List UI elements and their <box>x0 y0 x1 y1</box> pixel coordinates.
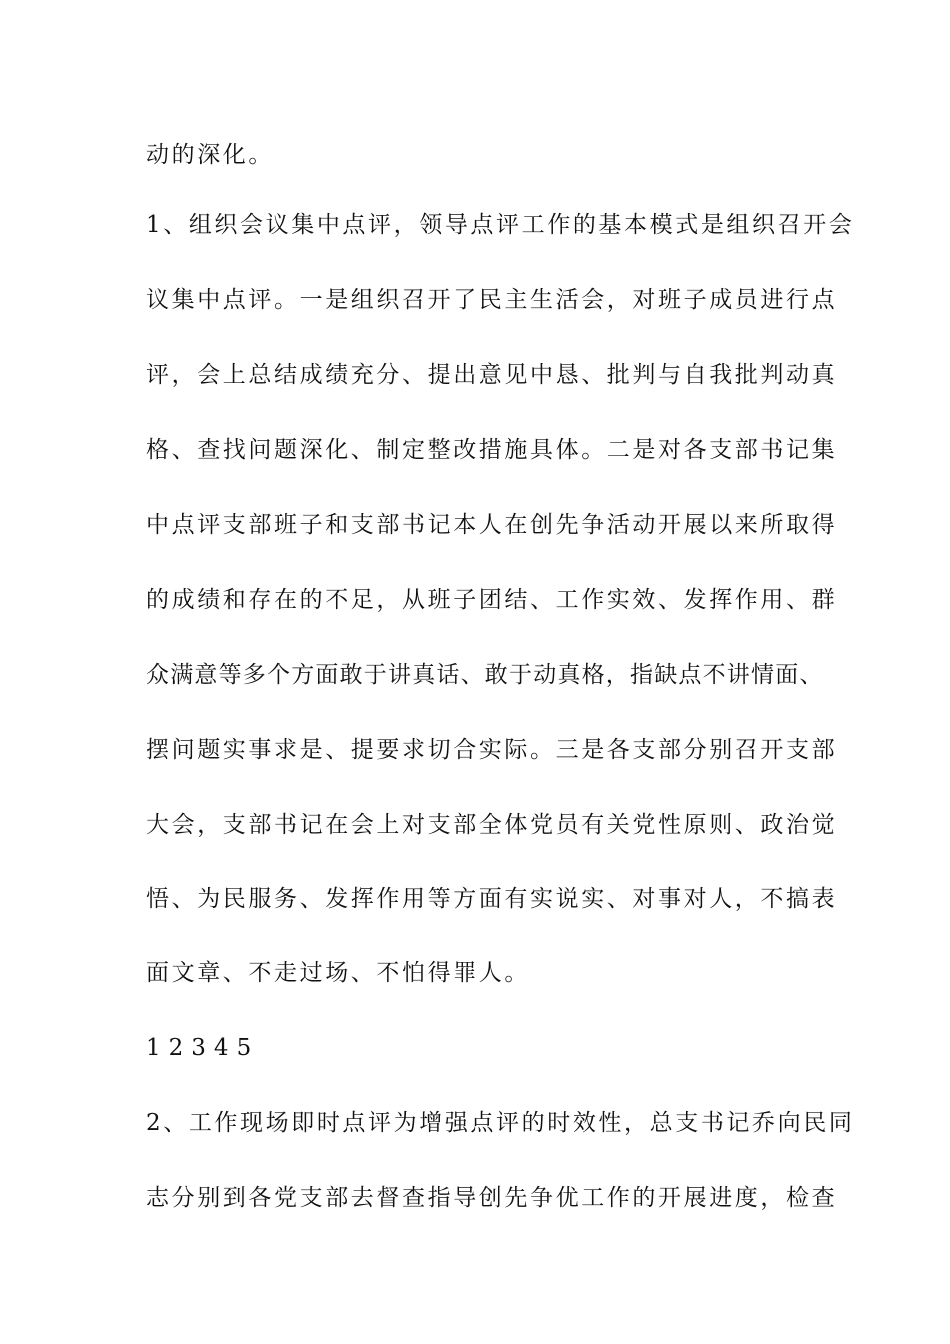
text-line: 格、查找问题深化、制定整改措施具体。二是对各支部书记集 <box>146 437 838 463</box>
page-link[interactable]: 4 <box>213 1035 229 1061</box>
page-number-list <box>146 1033 251 1063</box>
text-line: 议集中点评。一是组织召开了民主生活会，对班子成员进行点 <box>146 287 838 313</box>
text-line: 2、工作现场即时点评为增强点评的时效性，总支书记乔向民同 <box>146 1110 855 1136</box>
text-line: 评，会上总结成绩充分、提出意见中恳、批判与自我批判动真 <box>146 362 838 388</box>
text-line: 动的深化。 <box>146 142 274 168</box>
text-line: 中点评支部班子和支部书记本人在创先争活动开展以来所取得 <box>146 512 838 538</box>
page-link[interactable]: 1 <box>146 1035 161 1061</box>
page-link[interactable]: 5 <box>236 1035 252 1061</box>
page-link[interactable]: 2 <box>168 1035 184 1061</box>
text-line: 摆问题实事求是、提要求切合实际。三是各支部分别召开支部 <box>146 737 838 763</box>
text-line: 1、组织会议集中点评，领导点评工作的基本模式是组织召开会 <box>146 212 855 238</box>
text-line: 面文章、不走过场、不怕得罪人。 <box>146 960 530 986</box>
text-line: 的成绩和存在的不足，从班子团结、工作实效、发挥作用、群 <box>146 587 838 613</box>
text-line: 悟、为民服务、发挥作用等方面有实说实、对事对人，不搞表 <box>146 886 838 912</box>
text-line: 众满意等多个方面敢于讲真话、敢于动真格，指缺点不讲情面、 <box>146 662 824 688</box>
text-line: 大会，支部书记在会上对支部全体党员有关党性原则、政治觉 <box>146 812 838 838</box>
page-link[interactable]: 3 <box>191 1035 206 1061</box>
text-line: 志分别到各党支部去督查指导创先争优工作的开展进度，检查 <box>146 1185 838 1211</box>
